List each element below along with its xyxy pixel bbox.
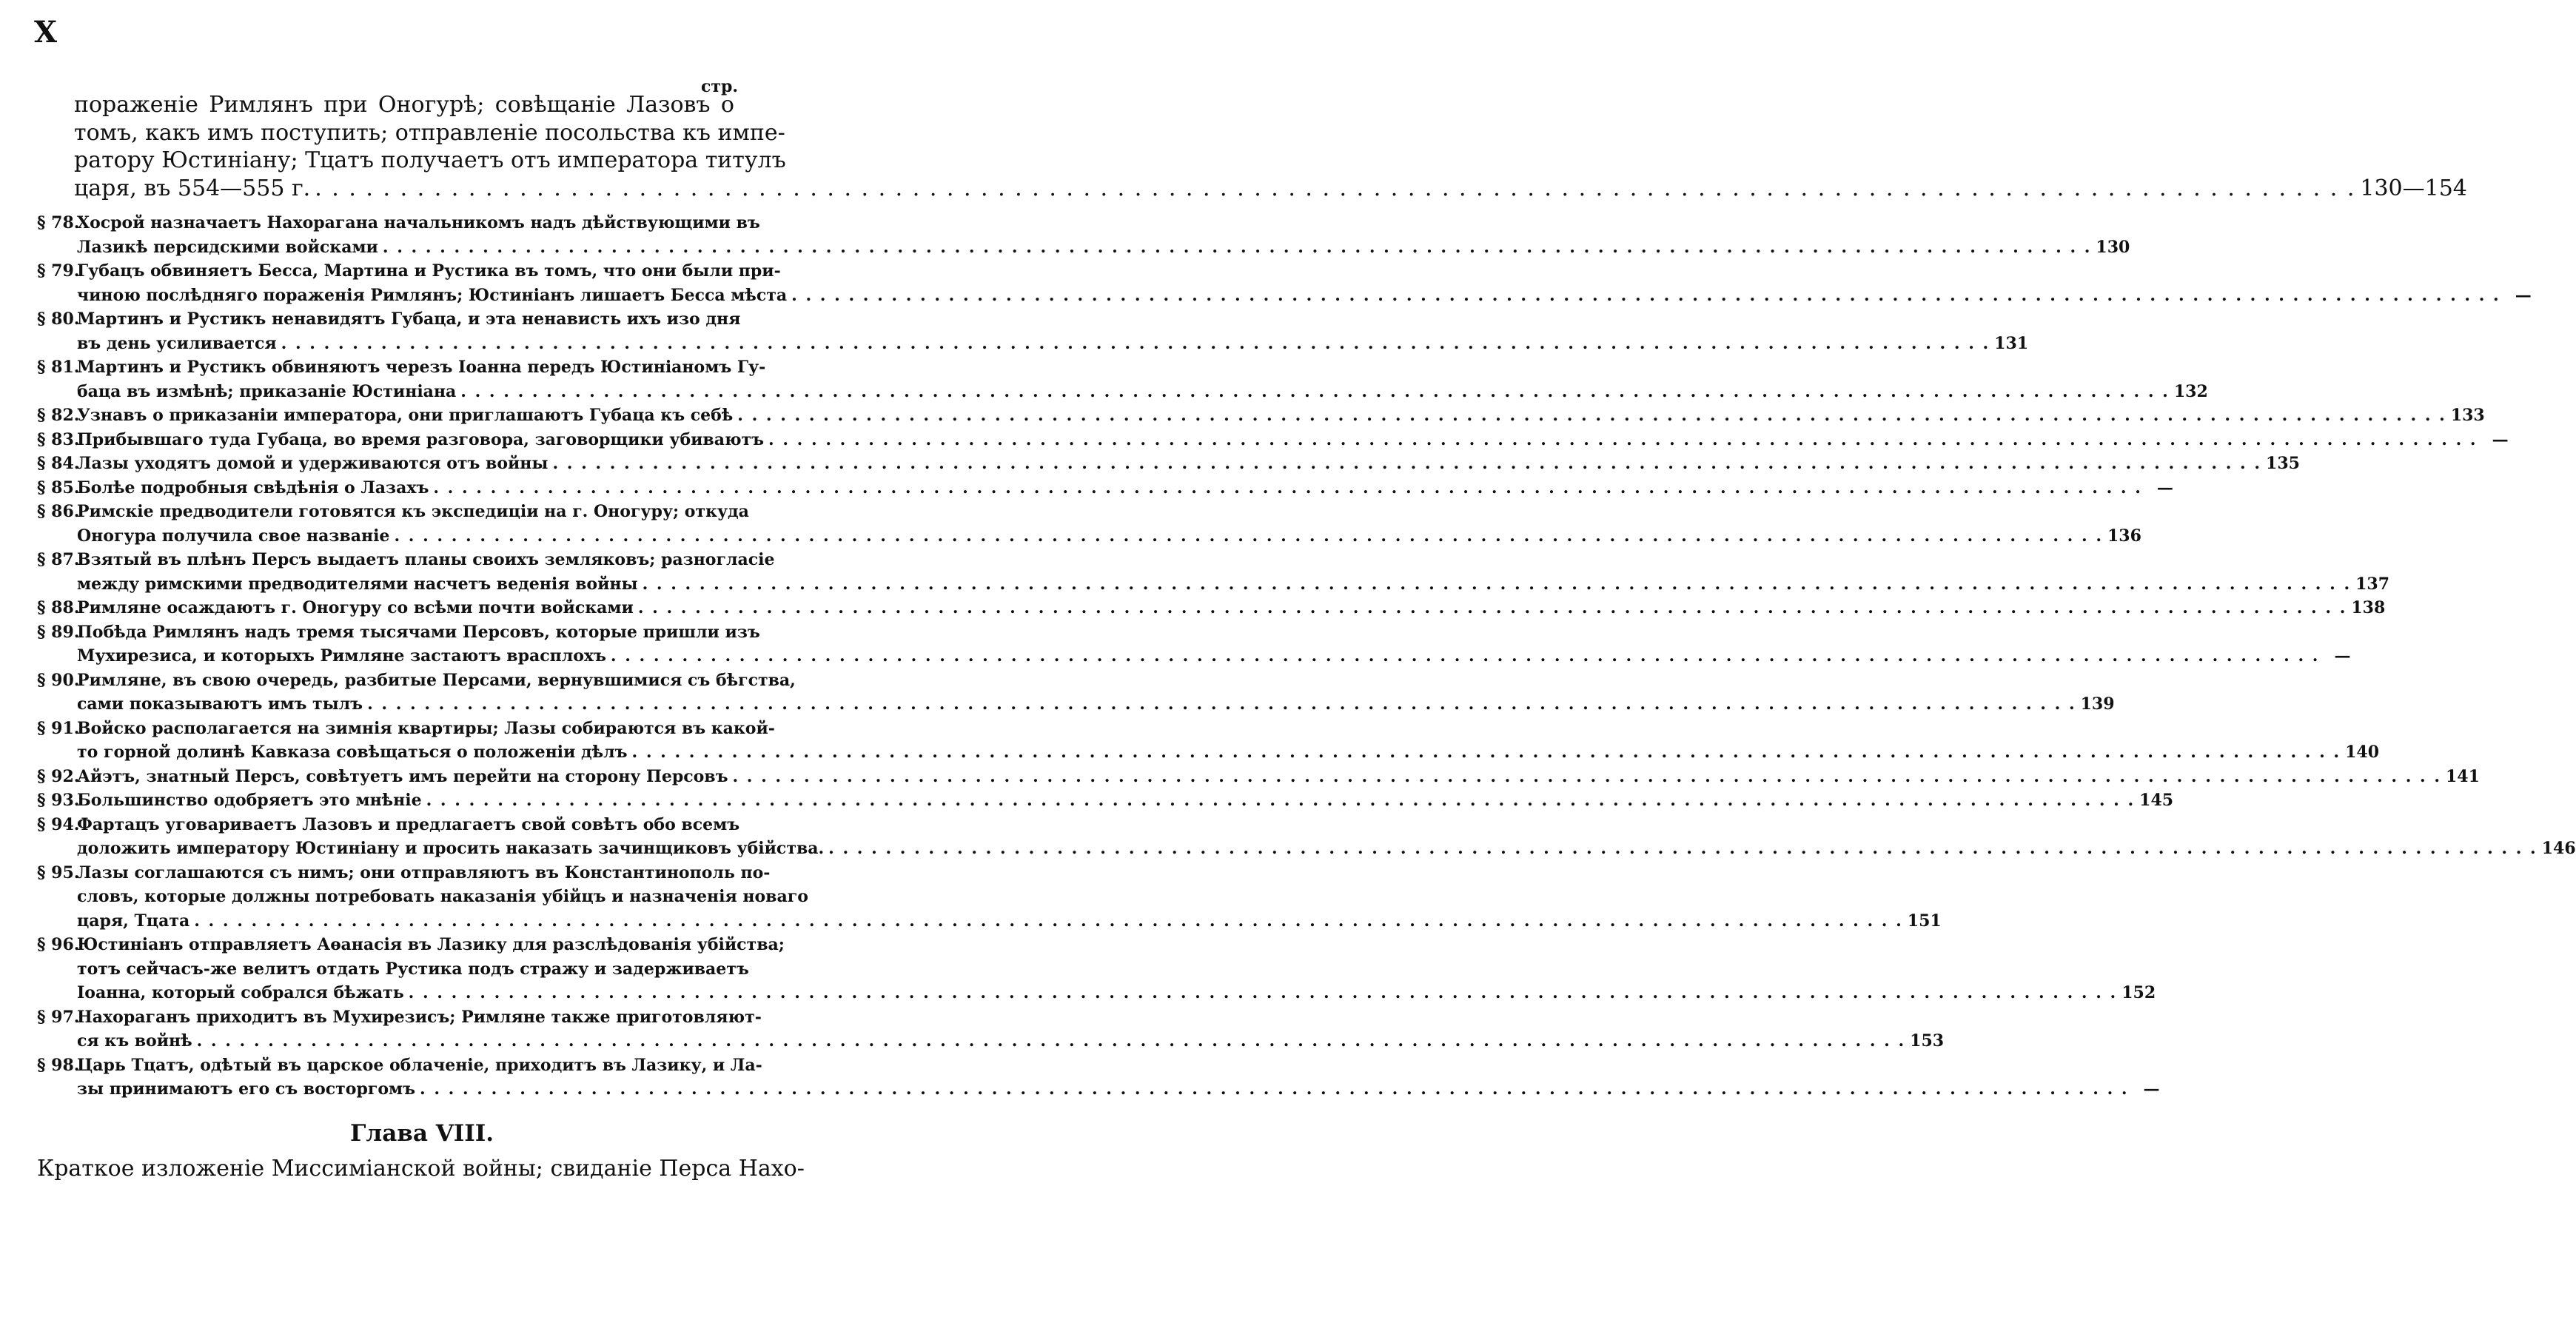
entry-last-line [77,1029,1945,1053]
entry-last-line [77,837,2576,861]
section-number: § 90. [37,670,80,690]
page-ref: 152 [2121,983,2156,1002]
entry-text [77,307,2029,355]
entry-last-line [77,765,2480,789]
lead-line: пораженіе Римлянъ при Оногурѣ; совѣщаніе Лазовъ о [74,92,734,118]
leader-dots [194,909,1903,934]
entry-last-line [77,692,2115,717]
entry-line: Мартинъ и Рустикъ обвиняютъ черезъ Іоанна передъ Юстиніаномъ Гу- [77,358,766,377]
page-ref: 139 [2080,694,2115,714]
leader-dots [315,175,2355,203]
section-number: § 80. [37,309,80,329]
leader-dots [632,740,2341,765]
section-number: § 89. [37,622,80,642]
toc-entry [37,452,2300,476]
entry-last-text: Римляне осаждаютъ г. Оногуру со всѣми почти войсками [77,598,634,617]
toc-entry [37,211,2130,259]
entry-last-text: между римскими предводителями насчетъ веденія войны [77,574,638,594]
lead-last-text: царя, въ 554—555 г. [74,175,311,201]
entry-text [77,500,2141,548]
entry-line: Царь Тцатъ, одѣтый въ царское облаченіе, приходитъ въ Лазику, и Ла- [77,1055,762,1075]
entry-last-text: Мухирезиса, и которыхъ Римляне застаютъ врасплохъ [77,646,606,666]
entry-last-text: Лазы уходятъ домой и удерживаются отъ войны [77,454,549,473]
leader-dots [460,380,2170,404]
page-ref: 135 [2266,454,2300,473]
entry-last-line [77,428,2509,452]
entry-last-line [77,476,2173,500]
entry-text [77,259,2532,307]
section-number: § 87. [37,550,80,569]
leader-dots [383,235,2092,260]
section-number: § 92. [37,766,80,786]
section-number: § 97. [37,1007,80,1027]
toc-entries [37,211,2576,1102]
entry-line: Побѣда Римлянъ надъ тремя тысячами Персовъ, которые пришли изъ [77,622,760,642]
entry-last-line [77,644,2351,669]
lead-line: томъ, какъ имъ поступить; отправленіе посольства къ импе- [74,119,785,146]
entry-text [77,933,2156,1005]
entry-last-line [77,981,2156,1005]
leader-dots [433,476,2142,500]
page-ref: 140 [2345,743,2380,762]
section-number: § 86. [37,502,80,521]
entry-text [77,669,2115,717]
leader-dots [197,1029,1906,1053]
section-number: § 83. [37,429,80,449]
lead-last-line [74,175,2467,203]
entry-text [77,548,2390,596]
entry-line: Мартинъ и Рустикъ ненавидятъ Губаца, и эта ненависть ихъ изо дня [77,309,741,329]
entry-line: Лазы соглашаются съ нимъ; они отправляютъ въ Константинополь по- [77,862,771,882]
entry-text [77,717,2380,765]
toc-entry [37,476,2173,500]
leader-dots [732,765,2441,789]
entry-last-line [77,380,2208,404]
toc-entry [37,669,2115,717]
chapter-heading: Глава VIII. [349,1120,494,1147]
page-ref: 153 [1910,1031,1945,1051]
lead-line: ратору Юстиніану; Тцатъ получаетъ отъ императора титулъ [74,147,786,173]
page-ref: — [2334,646,2351,666]
page-ref: 136 [2107,526,2141,546]
entry-last-line [77,524,2141,549]
entry-last-text: то горной долинѣ Кавказа совѣщаться о положеніи дѣлъ [77,743,628,762]
entry-line: Губацъ обвиняетъ Бесса, Мартина и Рустика въ томъ, что они были при- [77,261,781,281]
leader-dots [367,692,2076,717]
toc-entry [37,307,2029,355]
entry-text [77,1005,1945,1053]
entry-last-line [77,596,2386,620]
page-ref: — [2515,285,2532,305]
entry-text [77,596,2386,620]
page-number: X [34,15,58,50]
leader-dots [552,452,2261,476]
leader-dots [828,837,2538,861]
entry-last-text: зы принимаютъ его съ восторгомъ [77,1079,415,1099]
entry-text [77,428,2509,452]
entry-last-text: Болѣе подробныя свѣдѣнія о Лазахъ [77,478,429,497]
entry-last-line [77,1077,2160,1102]
toc-entry [37,500,2141,548]
leader-dots [611,644,2320,669]
toc-entry [37,1005,1945,1053]
page-ref: 141 [2446,766,2480,786]
entry-text [77,403,2485,428]
leader-dots [281,332,1990,356]
toc-entry [37,548,2390,596]
lead-page-ref: 130—154 [2360,175,2467,201]
entry-line: Юстиніанъ отправляетъ Аѳанасія въ Лазику для разслѣдованія убійства; [77,935,785,954]
toc-entry [37,403,2485,428]
toc-entry [37,428,2509,452]
entry-last-line [77,452,2300,476]
page-ref: — [2143,1079,2160,1099]
entry-last-text: сами показываютъ имъ тылъ [77,694,363,714]
entry-last-line [77,740,2380,765]
page-ref: 130 [2096,237,2130,257]
entry-last-text: Айэтъ, знатный Персъ, совѣтуетъ имъ перейти на сторону Персовъ [77,766,728,786]
entry-last-text: Узнавъ о приказаніи императора, они приглашаютъ Губаца къ себѣ [77,406,734,425]
entry-line: Нахораганъ приходитъ въ Мухирезисъ; Римляне также приготовляют- [77,1007,762,1027]
page-ref: 145 [2139,791,2174,810]
entry-text [77,1053,2160,1102]
entry-text [77,355,2208,403]
entry-last-line [77,909,1942,934]
toc-entry [37,259,2532,307]
entry-last-line [77,403,2485,428]
section-number: § 93. [37,791,80,810]
section-number: § 98. [37,1055,80,1075]
leader-dots [420,1077,2129,1102]
toc-entry [37,813,2576,861]
entry-last-line [77,788,2174,813]
section-number: § 95. [37,862,80,882]
entry-line: Фартацъ уговариваетъ Лазовъ и предлагаетъ свой совѣтъ обо всемъ [77,814,740,834]
page-ref: 133 [2450,406,2485,425]
entry-last-line [77,332,2029,356]
page-column-header: стр. [701,77,739,96]
page-ref: 137 [2355,574,2390,594]
leader-dots [409,981,2118,1005]
entry-line: Римляне, въ свою очередь, разбитые Персами, вернувшимися съ бѣгства, [77,670,796,690]
entry-line: тотъ сейчасъ-же велитъ отдать Рустика подъ стражу и задерживаетъ [77,959,749,979]
entry-line: Взятый въ плѣнъ Персъ выдаетъ планы своихъ земляковъ; разногласіе [77,550,775,569]
toc-entry [37,861,1942,934]
entry-text [77,452,2300,476]
entry-last-text: доложить императору Юстиніану и просить наказать зачинщиковъ убійства. [77,839,825,858]
toc-entry [37,788,2174,813]
entry-text [77,765,2480,789]
section-number: § 88. [37,598,80,617]
toc-entry [37,620,2351,669]
toc-entry [37,596,2386,620]
entry-text [77,476,2173,500]
page-ref: — [2492,429,2509,449]
entry-text [77,620,2351,669]
entry-line: словъ, которые должны потребовать наказанія убійцъ и назначенія новаго [77,887,808,906]
entry-line: Войско располагается на зимнія квартиры; Лазы собираются въ какой- [77,718,775,738]
entry-last-text: баца въ измѣнѣ; приказаніе Юстиніана [77,381,457,401]
leader-dots [394,524,2103,549]
toc-entry [37,1053,2160,1102]
section-number: § 79. [37,261,80,281]
chapter-summary-start: Краткое изложеніе Миссиміанской войны; свиданіе Перса Нахо- [37,1156,805,1182]
page-ref: — [2156,478,2173,497]
entry-last-text: Прибывшаго туда Губаца, во время разговора, заговорщики убиваютъ [77,429,765,449]
section-number: § 84. [37,454,80,473]
entry-last-text: ся къ войнѣ [77,1031,192,1051]
page-ref: 138 [2351,598,2386,617]
section-number: § 85. [37,478,80,497]
section-number: § 96. [37,935,80,954]
section-number: § 91. [37,718,80,738]
toc-entry [37,355,2208,403]
entry-last-text: Большинство одобряетъ это мнѣніе [77,791,422,810]
entry-line: Римскіе предводители готовятся къ экспедиціи на г. Оногуру; откуда [77,502,749,521]
entry-text [77,211,2130,259]
entry-last-line [77,284,2532,308]
page-ref: 146 [2541,839,2576,858]
page-ref: 131 [1994,333,2029,353]
toc-entry [37,765,2480,789]
entry-last-line [77,572,2390,597]
entry-text [77,788,2174,813]
entry-text [77,861,1942,934]
toc-entry [37,933,2156,1005]
leader-dots [791,284,2500,308]
entry-text [77,813,2576,861]
entry-last-text: царя, Тцата [77,911,190,931]
section-number: § 78. [37,213,80,232]
entry-last-line [77,235,2130,260]
entry-last-text: чиною послѣдняго пораженія Римлянъ; Юстиніанъ лишаетъ Бесса мѣста [77,285,788,305]
entry-last-text: Лазикѣ персидскими войсками [77,237,378,257]
entry-last-text: въ день усиливается [77,333,277,353]
page-ref: 132 [2173,381,2208,401]
toc-entry [37,717,2380,765]
lead-entry [74,91,2467,202]
leader-dots [638,596,2347,620]
leader-dots [737,403,2446,428]
section-number: § 82. [37,406,80,425]
section-number: § 94. [37,814,80,834]
section-number: § 81. [37,358,80,377]
leader-dots [426,788,2136,813]
entry-line: Хосрой назначаетъ Нахорагана начальникомъ надъ дѣйствующими въ [77,213,760,232]
page-ref: 151 [1907,911,1942,931]
leader-dots [643,572,2352,597]
entry-last-text: Іоанна, который собрался бѣжать [77,983,404,1002]
entry-last-text: Оногура получила свое названіе [77,526,390,546]
leader-dots [768,428,2478,452]
